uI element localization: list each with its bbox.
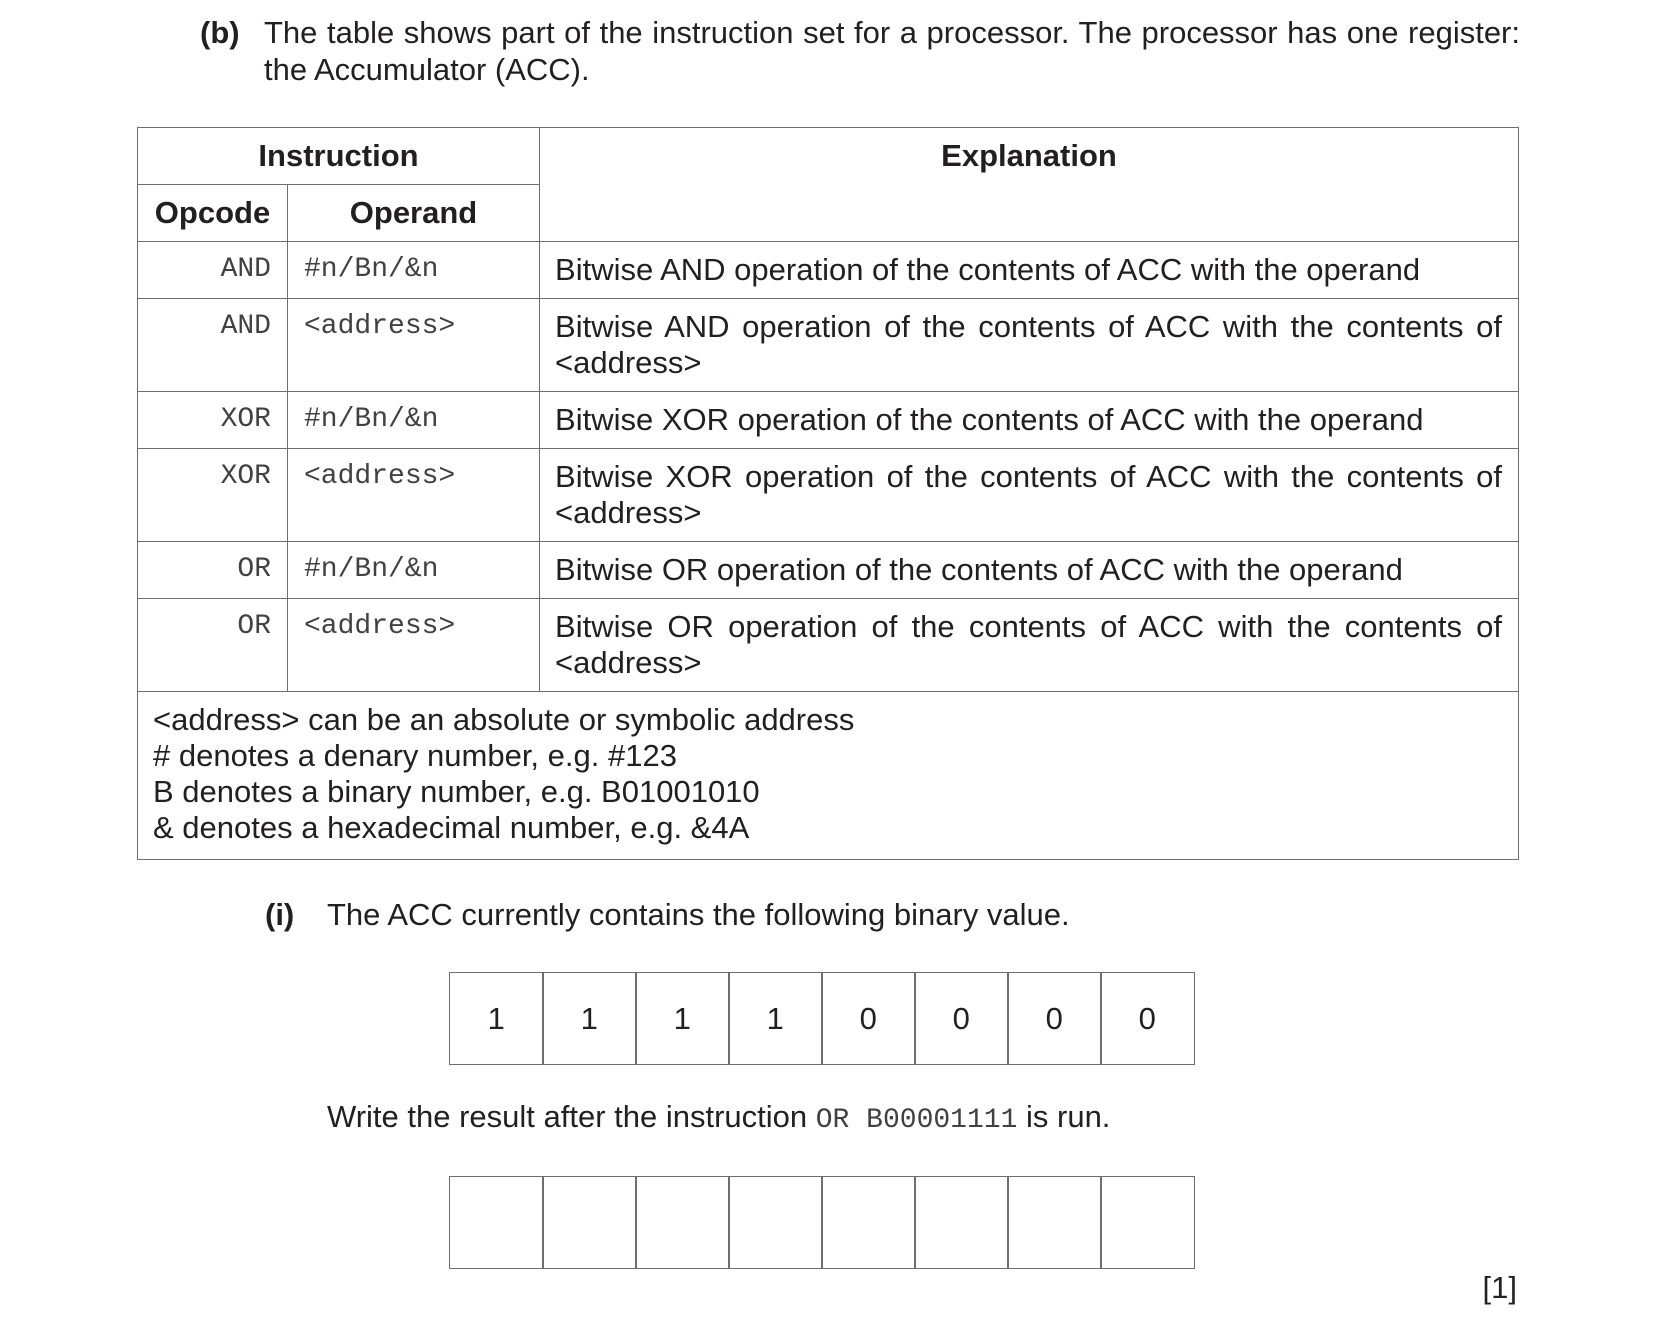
header-instruction: Instruction — [138, 128, 540, 185]
question-i-text: The ACC currently contains the following binary value. — [327, 897, 1070, 932]
answer-bit-box[interactable] — [821, 1176, 916, 1269]
table-row — [138, 242, 1519, 299]
explanation-cell: Bitwise OR operation of the contents of ACC with the contents of <address> — [540, 599, 1519, 692]
explanation-cell: Bitwise AND operation of the contents of ACC with the operand — [540, 242, 1519, 299]
question-b-text: The table shows part of the instruction set for a processor. The processor has one register: the Accumulator (ACC). — [264, 15, 1520, 87]
answer-bit-box[interactable] — [914, 1176, 1009, 1269]
header-opcode: Opcode — [138, 185, 288, 242]
operand-cell: <address> — [288, 299, 540, 392]
acc-bit: 1 — [635, 972, 730, 1065]
note-hexadecimal: & denotes a hexadecimal number, e.g. &4A — [153, 810, 750, 845]
operand-cell: #n/Bn/&n — [288, 542, 540, 599]
explanation-cell: Bitwise XOR operation of the contents of ACC with the contents of <address> — [540, 449, 1519, 542]
note-address: <address> can be an absolute or symbolic address — [153, 702, 855, 737]
answer-bit-grid — [449, 1176, 1195, 1269]
operand-cell: #n/Bn/&n — [288, 392, 540, 449]
opcode-cell: AND — [138, 299, 288, 392]
question-i — [265, 897, 1070, 933]
acc-bit: 0 — [1100, 972, 1195, 1065]
acc-bit: 1 — [449, 972, 544, 1065]
opcode-cell: OR — [138, 599, 288, 692]
header-explanation: Explanation — [540, 128, 1519, 242]
answer-bit-box[interactable] — [449, 1176, 544, 1269]
acc-bit: 0 — [914, 972, 1009, 1065]
question-b-intro — [200, 14, 1520, 88]
acc-bit: 0 — [821, 972, 916, 1065]
note-denary: # denotes a denary number, e.g. #123 — [153, 738, 677, 773]
note-binary: B denotes a binary number, e.g. B01001010 — [153, 774, 760, 809]
explanation-cell: Bitwise XOR operation of the contents of ACC with the operand — [540, 392, 1519, 449]
answer-bit-box[interactable] — [635, 1176, 730, 1269]
answer-bit-box[interactable] — [1100, 1176, 1195, 1269]
acc-bit: 1 — [542, 972, 637, 1065]
write-suffix: is run. — [1017, 1099, 1111, 1134]
answer-bit-box[interactable] — [728, 1176, 823, 1269]
opcode-cell: XOR — [138, 392, 288, 449]
table-row — [138, 299, 1519, 392]
answer-bit-box[interactable] — [1007, 1176, 1102, 1269]
operand-cell: <address> — [288, 599, 540, 692]
opcode-cell: AND — [138, 242, 288, 299]
opcode-cell: OR — [138, 542, 288, 599]
explanation-cell: Bitwise AND operation of the contents of ACC with the contents of <address> — [540, 299, 1519, 392]
question-label-b: (b) — [200, 15, 240, 50]
acc-bit: 0 — [1007, 972, 1102, 1065]
table-row — [138, 599, 1519, 692]
answer-bit-box[interactable] — [542, 1176, 637, 1269]
acc-bit-grid — [449, 972, 1195, 1065]
table-row — [138, 542, 1519, 599]
explanation-cell: Bitwise OR operation of the contents of ACC with the operand — [540, 542, 1519, 599]
instruction-set-table — [137, 127, 1519, 860]
write-prefix: Write the result after the instruction — [327, 1099, 816, 1134]
operand-cell: <address> — [288, 449, 540, 542]
table-row — [138, 449, 1519, 542]
question-label-i: (i) — [265, 897, 295, 932]
instruction-code: OR B00001111 — [815, 1105, 1018, 1136]
write-result-instruction — [327, 1099, 1110, 1139]
marks-label: [1] — [1482, 1270, 1517, 1305]
table-row — [138, 392, 1519, 449]
table-notes — [138, 692, 1519, 860]
operand-cell: #n/Bn/&n — [288, 242, 540, 299]
opcode-cell: XOR — [138, 449, 288, 542]
acc-bit: 1 — [728, 972, 823, 1065]
header-operand: Operand — [288, 185, 540, 242]
